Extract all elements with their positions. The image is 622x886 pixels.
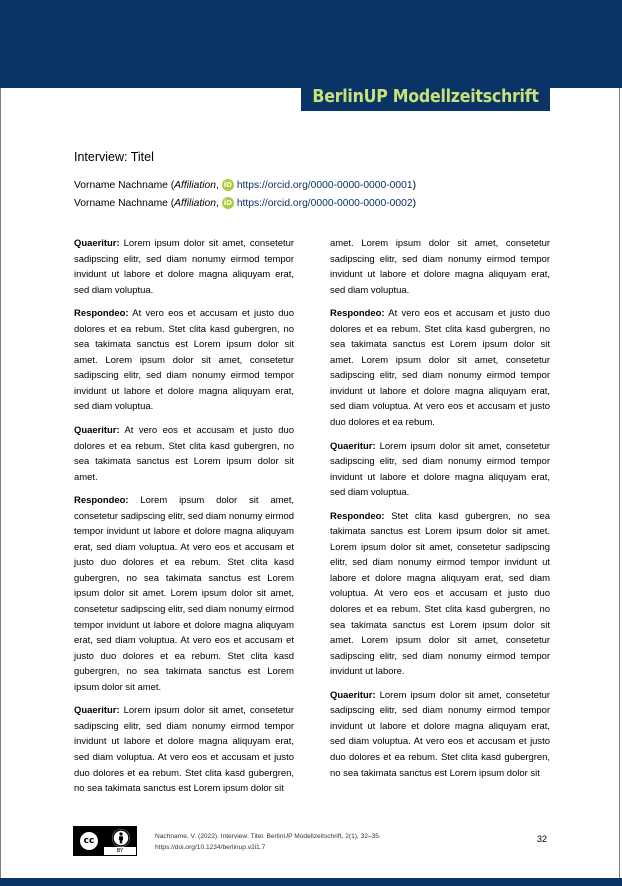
- attribution-person-icon: [112, 829, 130, 847]
- paragraph-text: At vero eos et accusam et justo duo dolores et ea rebum. Stet clita kasd gubergren, no sea takimata sanctus est Lorem ipsum dolor sit amet. Lorem ipsum dolor sit amet, consetetur sadipscing elitr, sed diam nonumy eirmod tempor invidunt ut labore et dolore magna aliquyam erat, sed diam voluptua.: [74, 308, 294, 413]
- speaker-label: Quaeritur:: [74, 238, 120, 249]
- speaker-label: Respondeo:: [330, 308, 385, 320]
- author-affiliation: Affiliation: [174, 197, 216, 209]
- paragraph-text: At vero eos et accusam et justo duo dolores et ea rebum. Stet clita kasd gubergren, no sea takimata sanctus est Lorem ipsum dolor sit amet. Lorem ipsum dolor sit amet, consetetur sadipscing elitr, sed diam nonumy eirmod tempor invidunt ut labore et dolore magna aliquyam erat, sed diam voluptua. At vero eos et accusam et justo duo dolores et ea rebum.: [330, 308, 550, 429]
- author-line: [74, 195, 416, 211]
- interview-paragraph: [330, 509, 550, 680]
- interview-paragraph: [74, 493, 294, 695]
- interview-paragraph: [74, 423, 294, 485]
- citation: [155, 831, 455, 853]
- paragraph-text: Lorem ipsum dolor sit amet, consetetur sadipscing elitr, sed diam nonumy eirmod tempor invidunt ut labore et dolore magna aliquyam erat, sed diam voluptua. At vero eos et accusam et justo duo dolores et ea rebum. Stet clita kasd gubergren, no sea takimata sanctus est Lorem ipsum dolor sit: [74, 705, 294, 795]
- citation-reference: Nachname, V. (2022). Interview: Titel. BerlinUP Modellzeitschrift, 2(1), 32–35.: [155, 833, 381, 840]
- cc-text: cc: [78, 830, 100, 852]
- paragraph-text: Lorem ipsum dolor sit amet, consetetur sadipscing elitr, sed diam nonumy eirmod tempor invidunt ut labore et dolore magna aliquyam erat, sed diam voluptua.: [330, 440, 550, 499]
- interview-paragraph: [330, 306, 550, 430]
- orcid-icon: iD: [223, 199, 232, 207]
- footer-band: [0, 878, 622, 886]
- speaker-label: Quaeritur:: [330, 689, 376, 701]
- interview-paragraph: [330, 688, 550, 781]
- paragraph-text: amet. Lorem ipsum dolor sit amet, consetetur sadipscing elitr, sed diam nonumy eirmod tempor invidunt ut labore et dolore magna aliquyam erat, sed diam voluptua.: [330, 238, 550, 296]
- journal-name: BerlinUP Modellzeitschrift: [312, 85, 539, 107]
- paragraph-text: Stet clita kasd gubergren, no sea takimata sanctus est Lorem ipsum dolor sit amet. Lorem ipsum dolor sit amet, consetetur sadipscing elitr, sed diam nonumy eirmod tempor invidunt ut labore et dolore magna aliquyam erat, sed diam voluptua. At vero eos et accusam et justo duo dolores et ea rebum. Stet clita kasd gubergren, no sea takimata sanctus est Lorem ipsum dolor sit amet. Lorem ipsum dolor sit amet, consetetur sadipscing elitr, sed diam nonumy eirmod tempor invidunt ut labore.: [330, 510, 550, 678]
- author-affiliation: Affiliation: [174, 179, 216, 191]
- orcid-link[interactable]: https://orcid.org/0000-0000-0000-0002: [236, 197, 413, 209]
- author-line: [74, 177, 416, 193]
- interview-paragraph: [330, 439, 550, 501]
- speaker-label: Quaeritur:: [74, 705, 120, 717]
- right-text-column: [330, 236, 550, 789]
- speaker-label: Respondeo:: [330, 510, 385, 522]
- header-band: [0, 0, 622, 88]
- orcid-link[interactable]: https://orcid.org/0000-0000-0000-0001: [236, 179, 413, 191]
- speaker-label: Quaeritur:: [330, 440, 376, 452]
- interview-paragraph: [74, 236, 294, 298]
- interview-paragraph: [74, 703, 294, 796]
- citation-doi[interactable]: https://doi.org/10.1234/berlinup.v2i1.7: [155, 844, 266, 851]
- speaker-label: Respondeo:: [74, 495, 129, 507]
- interview-paragraph: [330, 236, 550, 298]
- author-name: Vorname Nachname (: [74, 197, 175, 209]
- page-number: 32: [537, 834, 548, 844]
- author-separator: ,: [215, 179, 219, 191]
- author-name: Vorname Nachname (: [74, 179, 175, 191]
- paragraph-text: At vero eos et accusam et justo duo dolores et ea rebum. Stet clita kasd gubergren, no sea takimata sanctus est Lorem ipsum dolor sit amet.: [74, 425, 294, 483]
- author-close-paren: ): [412, 197, 417, 209]
- journal-title-tab: [301, 81, 550, 111]
- left-text-column: [74, 236, 294, 805]
- cc-by-license-icon[interactable]: [73, 826, 137, 856]
- paragraph-text: Lorem ipsum dolor sit amet, consetetur sadipscing elitr, sed diam nonumy eirmod tempor invidunt ut labore et dolore magna aliquyam erat, sed diam voluptua. At vero eos et accusam et justo duo dolores et ea rebum. Stet clita kasd gubergren, no sea takimata sanctus est Lorem ipsum dolor sit amet. Lorem ipsum dolor sit amet, consetetur sadipscing elitr, sed diam nonumy eirmod tempor invidunt ut labore et dolore magna aliquyam erat, sed diam voluptua. At vero eos et accusam et justo duo dolores et ea rebum. Stet clita kasd gubergren, no sea takimata sanctus est Lorem ipsum dolor sit amet.: [74, 495, 294, 693]
- interview-paragraph: [74, 306, 294, 415]
- by-text: BY: [104, 847, 136, 855]
- speaker-label: Quaeritur:: [74, 425, 120, 437]
- orcid-icon: iD: [223, 181, 232, 189]
- speaker-label: Respondeo:: [74, 308, 129, 320]
- paragraph-text: Lorem ipsum dolor sit amet, consetetur sadipscing elitr, sed diam nonumy eirmod tempor invidunt ut labore et dolore magna aliquyam erat, sed diam voluptua. At vero eos et accusam et justo duo dolores et ea rebum. Stet clita kasd gubergren, no sea takimata sanctus est Lorem ipsum dolor sit: [330, 689, 550, 779]
- author-separator: ,: [215, 197, 219, 209]
- author-close-paren: ): [412, 179, 417, 191]
- article-title: Interview: Titel: [74, 150, 154, 164]
- paragraph-text: Lorem ipsum dolor sit amet, consetetur sadipscing elitr, sed diam nonumy eirmod tempor invidunt ut labore et dolore magna aliquyam erat, sed diam voluptua.: [74, 238, 294, 296]
